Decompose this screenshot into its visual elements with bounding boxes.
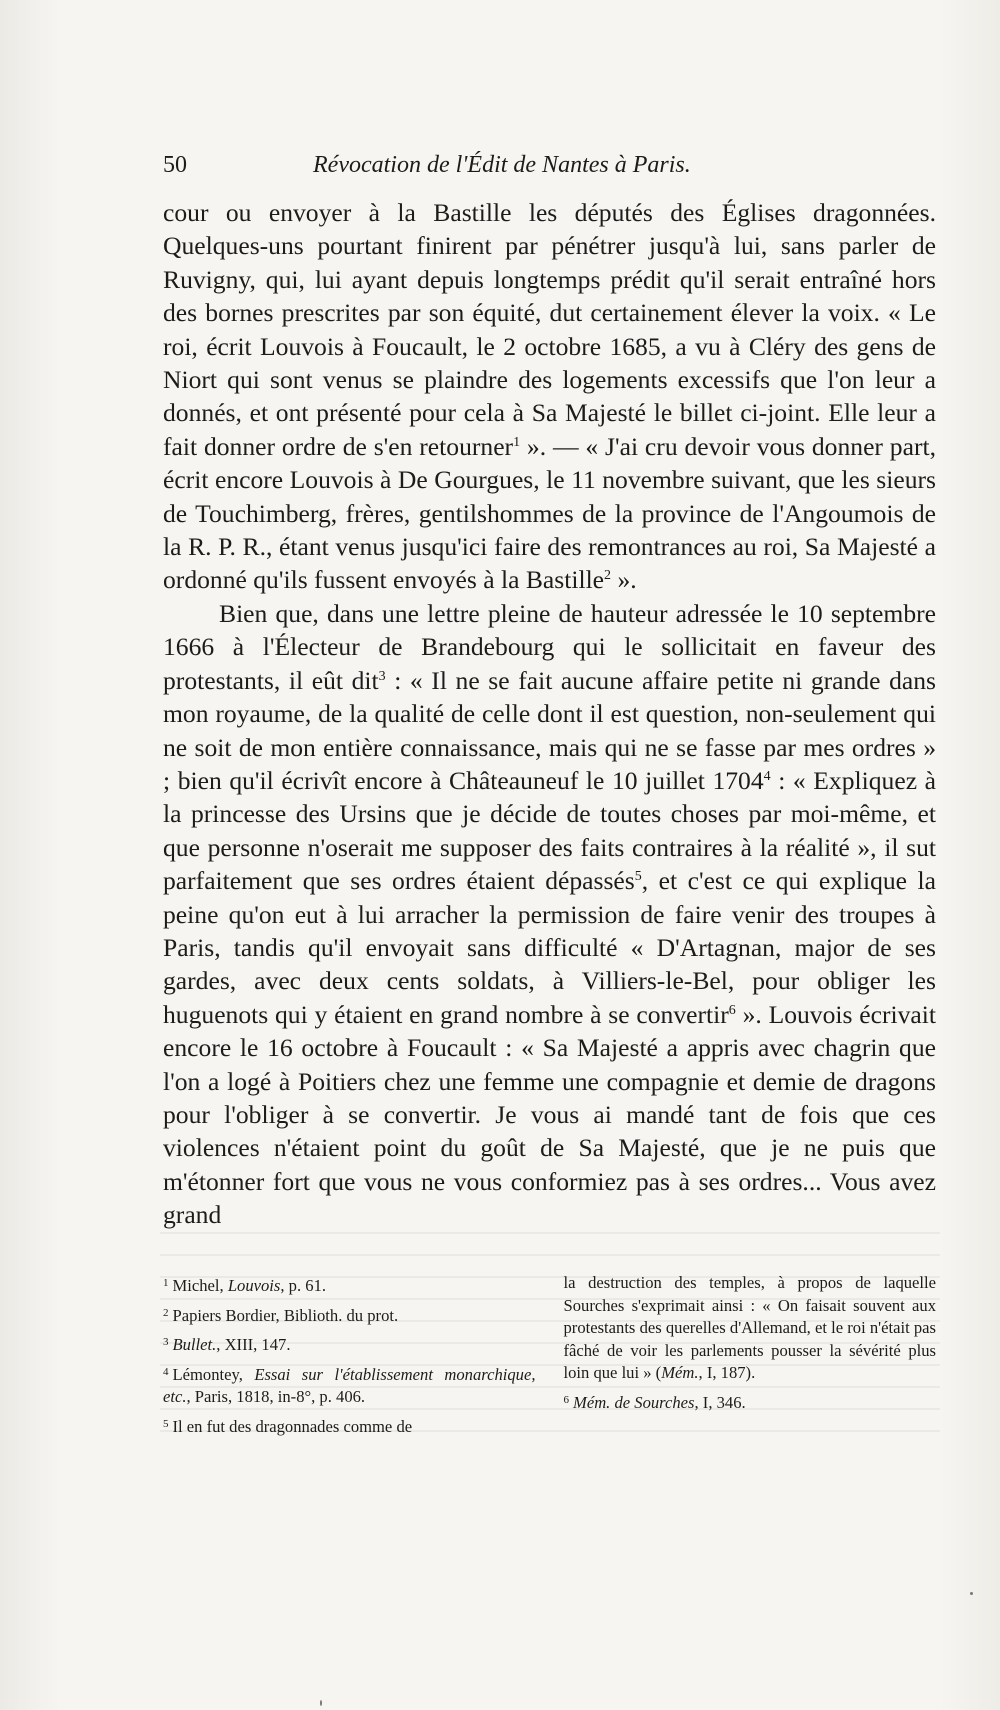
footnote-5-start (163, 1413, 536, 1439)
footnote-number: 2 (163, 1306, 169, 1319)
footnote-number: 3 (163, 1336, 169, 1349)
footnote-number: 4 (163, 1365, 169, 1378)
footnote-ref: 3 (378, 668, 386, 684)
footnote-text: , I, 187). (698, 1363, 756, 1383)
footnote-ref: 5 (634, 869, 642, 885)
footnote-ref: 1 (513, 434, 521, 450)
footnote-number: 6 (563, 1393, 569, 1406)
footnote-text: Lémontey, (172, 1364, 255, 1384)
footnote-text: la destruction des temples, à propos de laquelle Sourches s'exprimait ainsi : « On faisait souvent aux protestants des querelles d'Allemand, et le roi n'était pas fâché de voir les parlements pousser la sévérité plus loin que lui » ( (563, 1273, 936, 1383)
footnote-italic: Bullet. (172, 1335, 217, 1355)
footnote-ref: 6 (728, 1002, 736, 1018)
footnote-5-continued (564, 1272, 937, 1385)
text-run: , et c'est ce qui explique la peine qu'on eut à lui arracher la permission de faire venir des troupes à Paris, tandis qu'il envoyait sans difficulté « D'Artagnan, major de ses gardes, avec deux cents soldats, à Villiers-le-Bel, pour obliger les huguenots qui y étaient en grand nombre à se convertir (163, 866, 937, 1029)
footnote-text: Papiers Bordier, Biblioth. du prot. (172, 1305, 399, 1325)
footnote-italic: Louvois (227, 1276, 281, 1295)
footnote-6 (564, 1389, 937, 1415)
footnote-4 (163, 1361, 536, 1409)
text-run: Bien que, dans une lettre pleine de hauteur adressée le 10 septembre 1666 à l'Électeur de Brandebourg qui le sollicitait en faveur des protestants, il eût dit (163, 598, 936, 695)
page-header (163, 152, 783, 192)
text-run: cour ou envoyer à la Bastille les députés des Églises dragonnées. Quelques-uns pourtant finirent par pénétrer jusqu'à lui, sans parler de Ruvigny, qui, lui ayant depuis longtemps prédit qu'il serait entraîné hors des bornes prescrites par son équité, dut certainement élever la voix. « Le roi, écrit Louvois à Foucault, le 2 octobre 1685, a vu à Cléry des gens de Niort qui sont venus se plaindre des logements excessifs que l'on leur a donnés, et ont présenté pour cela à Sa Majesté le billet ci-joint. Elle leur a fait donner ordre de s'en retourner (163, 198, 936, 461)
text-run: ». (611, 565, 637, 595)
footnote-text: , I, 346. (694, 1392, 746, 1412)
footnote-2 (163, 1302, 536, 1328)
main-text (163, 196, 936, 1232)
footnote-text: , XIII, 147. (216, 1335, 291, 1355)
footnote-ref: 2 (604, 568, 612, 584)
text-run: ». Louvois écrivait encore le 16 octobre à Foucault : « Sa Majesté a appris avec chagrin que l'on a logé à Poitiers chez une femme une compagnie et demie de dragons pour l'obliger à se convertir. Je vous ai mandé tant de fois que ces violences n'étaient point du goût de Sa Majesté, que je ne puis que m'étonner fort que vous ne vous conformiez pas à ses ordres... Vous avez grand (163, 999, 936, 1230)
footnotes-right-column (564, 1272, 937, 1443)
paper-speck (320, 1700, 322, 1706)
text-run: : « Il ne se fait aucune affaire petite ni grande dans mon royaume, de la qualité de celle dont il est question, non-seulement qui ne soit de mon entière connaissance, mais qui ne se fasse par mes ordres » ; bien qu'il écrivît encore à Châteauneuf le 10 juillet 1704 (163, 665, 936, 795)
page-number: 50 (163, 152, 187, 178)
paragraph-2 (163, 597, 936, 1232)
footnote-text: , Paris, 1818, in-8°, p. 406. (186, 1387, 366, 1407)
footnotes (163, 1272, 936, 1443)
footnote-italic: Mém. de Sourches (573, 1392, 695, 1412)
footnote-1 (163, 1272, 536, 1298)
paragraph-1 (163, 196, 936, 597)
running-title: Révocation de l'Édit de Nantes à Paris. (313, 152, 691, 178)
footnote-number: 5 (163, 1417, 169, 1430)
footnote-number: 1 (163, 1277, 169, 1289)
footnote-ref: 4 (763, 768, 771, 784)
footnote-3 (163, 1331, 536, 1357)
paper-speck (970, 1592, 973, 1595)
text-run: ». — « J'ai cru devoir vous donner part, écrit encore Louvois à De Gourgues, le 11 novembre suivant, que les sieurs de Touchimberg, frères, gentilshommes de la province de l'Angoumois de la R. P. R., étant venus jusqu'ici faire des remontrances au roi, Sa Majesté a ordonné qu'ils fussent envoyés à la Bastille (163, 431, 936, 595)
footnote-italic: Essai sur l'établissement monarchique, etc. (163, 1364, 536, 1407)
footnote-italic: Mém. (661, 1363, 699, 1383)
footnote-text: , p. 61. (280, 1276, 327, 1295)
footnote-text: Il en fut des dragonnades comme de (172, 1416, 413, 1436)
footnote-text: Michel, (172, 1276, 228, 1295)
footnotes-left-column (163, 1272, 536, 1443)
text-run: : « Expliquez à la princesse des Ursins que je décide de toutes choses par moi-même, et que personne n'oserait me supposer des faits contraires à la réalité », il sut parfaitement que ses ordres étaient dépassés (163, 765, 936, 896)
